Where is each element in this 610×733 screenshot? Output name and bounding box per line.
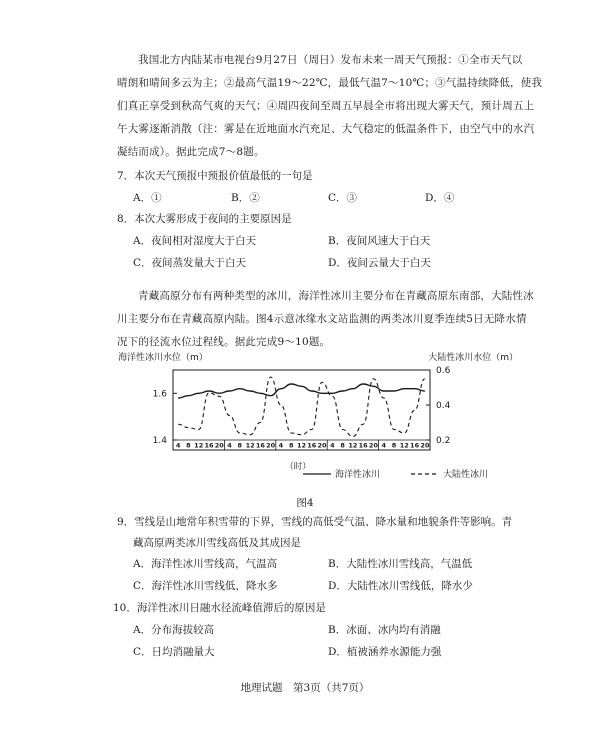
x-tick-label: 4 bbox=[175, 441, 181, 450]
q7-option-a: A．① bbox=[133, 192, 162, 204]
legend-label: 海洋性冰川 bbox=[335, 470, 381, 480]
x-tick-label: 8 bbox=[237, 441, 243, 450]
q10-option-c: C．日均消融量大 bbox=[133, 646, 215, 658]
x-tick-label: 20 bbox=[214, 441, 224, 450]
x-tick-label: 4 bbox=[278, 441, 284, 450]
passage-weather bbox=[117, 49, 543, 164]
x-tick-label: 16 bbox=[204, 441, 214, 450]
x-tick-label: 12 bbox=[296, 441, 307, 450]
q9-option-a: A．海洋性冰川雪线高，气温高 bbox=[133, 558, 278, 570]
left-tick-label: 1.6 bbox=[152, 389, 167, 400]
legend-label: 大陆性冰川 bbox=[443, 470, 489, 480]
passage-line: 午大雾逐渐消散（注：雾是在近地面水汽充足、大气稳定的低温条件下，由空气中的水汽 bbox=[117, 123, 535, 135]
x-tick-label: 12 bbox=[194, 441, 204, 450]
right-tick-label: 0.4 bbox=[436, 401, 451, 411]
question-9-stem-line1: 9．雪线是山地常年积雪带的下界，雪线的高低受气温、降水量和地貌条件等影响。青 bbox=[117, 516, 513, 528]
figure-caption: 图4 bbox=[296, 497, 314, 509]
x-tick-label: 20 bbox=[317, 441, 327, 450]
x-tick-label: 8 bbox=[288, 441, 294, 450]
q10-option-b: B．冰面、冰内均有消融 bbox=[328, 624, 441, 636]
x-tick-label: 16 bbox=[255, 441, 265, 450]
left-tick-label: 1.4 bbox=[152, 436, 167, 446]
left-axis-title: 海洋性冰川水位（m） bbox=[118, 353, 208, 363]
page-footer: 地理试题 第3页（共7页） bbox=[240, 682, 370, 694]
x-tick-label: 12 bbox=[245, 441, 255, 450]
x-tick-label: 16 bbox=[307, 441, 317, 450]
x-tick-label: 20 bbox=[368, 441, 378, 450]
passage-line: 凝结而成）。据此完成7～8题。 bbox=[117, 146, 265, 158]
q9-option-b: B．大陆性冰川雪线高，气温低 bbox=[328, 558, 473, 570]
glacier-water-level-chart bbox=[118, 346, 518, 496]
q7-option-d: D．④ bbox=[425, 192, 455, 204]
question-8-stem: 8．本次大雾形成于夜间的主要原因是 bbox=[117, 213, 292, 225]
x-tick-label: 16 bbox=[410, 441, 420, 450]
q7-option-c: C．③ bbox=[328, 192, 358, 204]
right-tick-label: 0.2 bbox=[436, 436, 451, 446]
right-axis-title: 大陆性冰川水位（m） bbox=[428, 353, 518, 363]
chart-svg bbox=[118, 346, 518, 496]
x-tick-label: 20 bbox=[420, 441, 430, 450]
passage-line: 川主要分布在青藏高原内陆。图4示意冰缘水文站监测的两类冰川夏季连续5日无降水情 bbox=[117, 313, 527, 325]
x-axis-title: （时） bbox=[285, 462, 311, 472]
plot-frame bbox=[173, 370, 430, 450]
series-line-maritime bbox=[178, 384, 425, 398]
x-tick-label: 16 bbox=[358, 441, 368, 450]
passage-line: 晴朗和晴间多云为主；②最高气温19～22℃，最低气温7～10℃；③气温持续降低，使我 bbox=[117, 77, 543, 89]
q8-option-c: C．夜间蒸发量大于白天 bbox=[133, 257, 247, 269]
q8-option-d: D．夜间云量大于白天 bbox=[328, 257, 431, 269]
x-tick-label: 4 bbox=[330, 441, 335, 450]
x-tick-label: 12 bbox=[399, 441, 409, 450]
right-tick-label: 0.6 bbox=[436, 366, 451, 376]
q8-option-a: A．夜间相对湿度大于白天 bbox=[133, 235, 257, 247]
question-7-stem: 7．本次天气预报中预报价值最低的一句是 bbox=[117, 170, 313, 182]
passage-line: 青藏高原分布有两种类型的冰川，海洋性冰川主要分布在青藏高原东南部，大陆性冰 bbox=[138, 290, 534, 302]
q10-option-d: D．植被涵养水源能力强 bbox=[328, 646, 442, 658]
x-tick-label: 8 bbox=[391, 441, 397, 450]
passage-glacier bbox=[117, 285, 534, 354]
x-tick-label: 8 bbox=[186, 441, 191, 450]
question-10-stem: 10．海洋性冰川日融水径流峰值滞后的原因是 bbox=[113, 602, 326, 614]
q9-option-d: D．大陆性冰川雪线低，降水少 bbox=[328, 580, 473, 592]
question-9-stem-line2: 藏高原两类冰川雪线高低及其成因是 bbox=[133, 537, 301, 549]
q7-option-b: B．② bbox=[231, 192, 260, 204]
x-tick-label: 4 bbox=[227, 441, 232, 450]
q9-option-c: C．海洋性冰川雪线低，降水多 bbox=[133, 580, 278, 592]
x-tick-label: 4 bbox=[381, 441, 387, 450]
passage-line: 们真正享受到秋高气爽的天气；④周四夜间至周五早晨全市将出现大雾天气，预计周五上 bbox=[117, 100, 535, 112]
passage-line: 我国北方内陆某市电视台9月27日（周日）发布未来一周天气预报：①全市天气以 bbox=[138, 54, 523, 66]
x-tick-label: 12 bbox=[348, 441, 358, 450]
q8-option-b: B．夜间风速大于白天 bbox=[328, 235, 431, 247]
passage-line: 况下的径流水位过程线。据此完成9～10题。 bbox=[117, 336, 331, 348]
x-tick-label: 8 bbox=[340, 441, 345, 450]
x-tick-label: 20 bbox=[266, 441, 276, 450]
q10-option-a: A．分布海拔较高 bbox=[133, 624, 215, 636]
